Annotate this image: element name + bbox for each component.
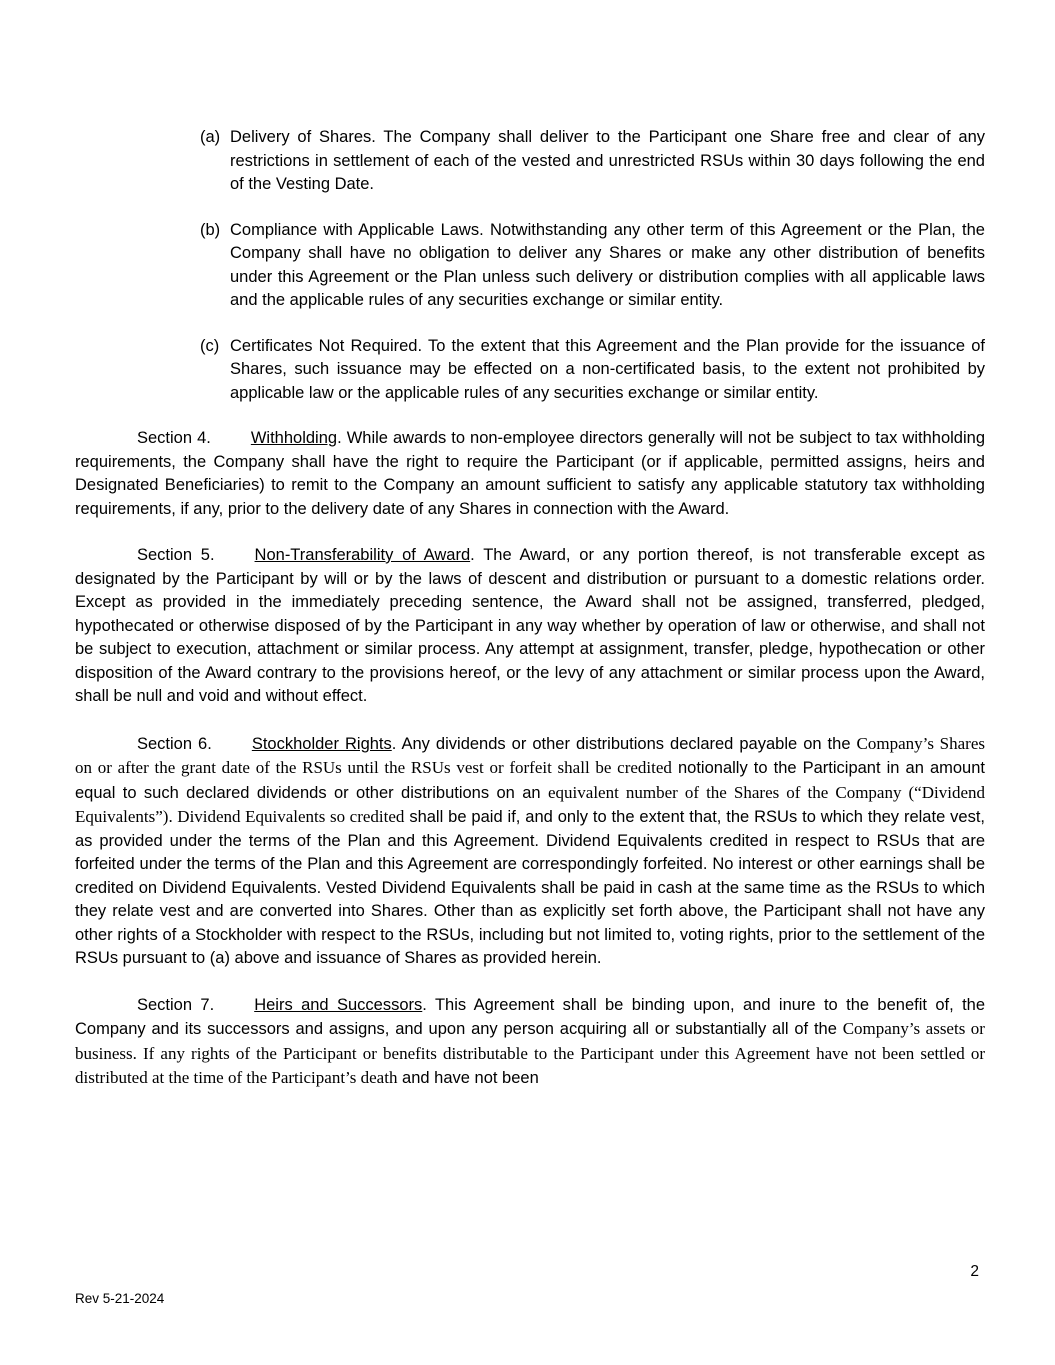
list-item-label: (b) (200, 220, 221, 239)
section-label: Section 5. (137, 546, 215, 564)
section-label: Section 6. (137, 734, 212, 753)
section-body-segment: This Agreement shall be binding upon, and inure to the benefit of, the Company and its successors and assigns, and upon any person acquiring all or substantially all of the (75, 995, 986, 1038)
section-body: While awards to non-employee directors generally will not be subject to tax withholding requirements, the Company shall have the right to require the Participant (or if applicable, permitted assigns, heirs and Designated Beneficiaries) to remit to the Company an amount sufficient to satisfy any applicable statutory tax withholding requirements, if any, prior to the delivery date of any Shares in connection with the Award. (75, 429, 985, 518)
section-4-paragraph (75, 427, 985, 521)
section-title: Non-Transferability of Award (254, 546, 471, 564)
list-item-body: Notwithstanding any other term of this Agreement or the Plan, the Company shall have no obligation to deliver any Shares or make any other distribution of benefits under this Agreement or the Plan unless such delivery or distribution complies with all applicable laws and the applicable rules of any securities exchange or similar entity. (230, 220, 985, 309)
section-body-segment: and have not been (402, 1069, 539, 1087)
document-content (75, 126, 985, 1114)
section-body-segment-serif: equivalent number of the Shares of the Company (“Dividend Equivalents”). Dividend Equivalents so credited (75, 782, 985, 826)
list-item-c (200, 335, 985, 406)
list-item-a (200, 126, 985, 197)
section-body: The Award, or any portion thereof, is not transferable except as designated by the Participant by will or by the laws of descent and distribution or pursuant to a domestic relations order. Except as provided in the immediately preceding sentence, the Award shall not be assigned, transferred, pledged, hypothecated or otherwise disposed of by the Participant in any way whether by operation of law or otherwise, and shall not be subject to execution, attachment or similar process. Any attempt at assignment, transfer, pledge, hypothecation or other disposition of the Award contrary to the provisions hereof, or the levy of any attachment or similar process upon the Award, shall be null and void and without effect. (75, 546, 985, 705)
list-item-b (200, 219, 985, 313)
revision-footer: Rev 5-21-2024 (75, 1290, 165, 1306)
list-item-text (230, 335, 985, 406)
list-item-body: To the extent that this Agreement and the Plan provide for the issuance of Shares, such issuance may be effected on a non-certificated basis, to the extent not prohibited by applicable law or the applicable rules of any securities exchange or similar entity. (230, 336, 985, 402)
section-body-segment-serif: Company’s assets or business. If any rights of the Participant or benefits distributable to the Participant under this Agreement have not been settled or distributed at the time of the Participant’s death (75, 1019, 985, 1087)
section-title-period: . (391, 734, 397, 753)
list-item-label: (c) (200, 336, 220, 355)
section-title: Withholding (250, 429, 338, 447)
section-body-segment-serif: Company’s Shares on or after the grant date of the RSUs until the RSUs vest or forfeit shall be credited (75, 733, 985, 777)
list-item-title: Delivery of Shares. (230, 128, 376, 146)
section-title: Stockholder Rights (251, 734, 392, 753)
section-5-paragraph (75, 544, 985, 709)
page-number: 2 (970, 1262, 979, 1280)
list-item-title: Certificates Not Required. (230, 336, 423, 355)
section-body-segment: shall be paid if, and only to the extent that, the RSUs to which they relate vest, as provided under the terms of the Plan and this Agreement. Dividend Equivalents credited in respect to RSUs that are forfeited under the terms of the Plan and this Agreement are correspondingly forfeited. No interest or other earnings shall be credited on Dividend Equivalents. Vested Dividend Equivalents shall be paid in cash at the same time as the RSUs to which they relate vest and are converted into Shares. Other than as explicitly set forth above, the Participant shall not have any other rights of a Stockholder with respect to the RSUs, including but not limited to, voting rights, prior to the settlement of the RSUs pursuant to (a) above and issuance of Shares as provided herein. (75, 808, 985, 967)
list-item-text (230, 126, 985, 197)
section-body-segment: Any dividends or other distributions declared payable on the (401, 734, 851, 753)
section-label: Section 7. (137, 995, 215, 1014)
section-7-paragraph (75, 994, 985, 1091)
section-label: Section 4. (137, 429, 211, 447)
list-item-label: (a) (200, 128, 221, 146)
section-title-period: . (337, 429, 342, 447)
section-title-period: . (422, 995, 427, 1014)
list-item-body: The Company shall deliver to the Participant one Share free and clear of any restrictions in settlement of each of the vested and unrestricted RSUs within 30 days following the end of the Vesting Date. (230, 128, 985, 193)
section-6-paragraph (75, 732, 985, 971)
list-item-title: Compliance with Applicable Laws. (230, 220, 484, 239)
section-title: Heirs and Successors (254, 995, 423, 1014)
list-item-text (230, 219, 985, 313)
section-body-segment: notionally to the Participant in an amount equal to such declared dividends or other distributions on an (75, 759, 985, 802)
section-title-period: . (470, 546, 475, 564)
